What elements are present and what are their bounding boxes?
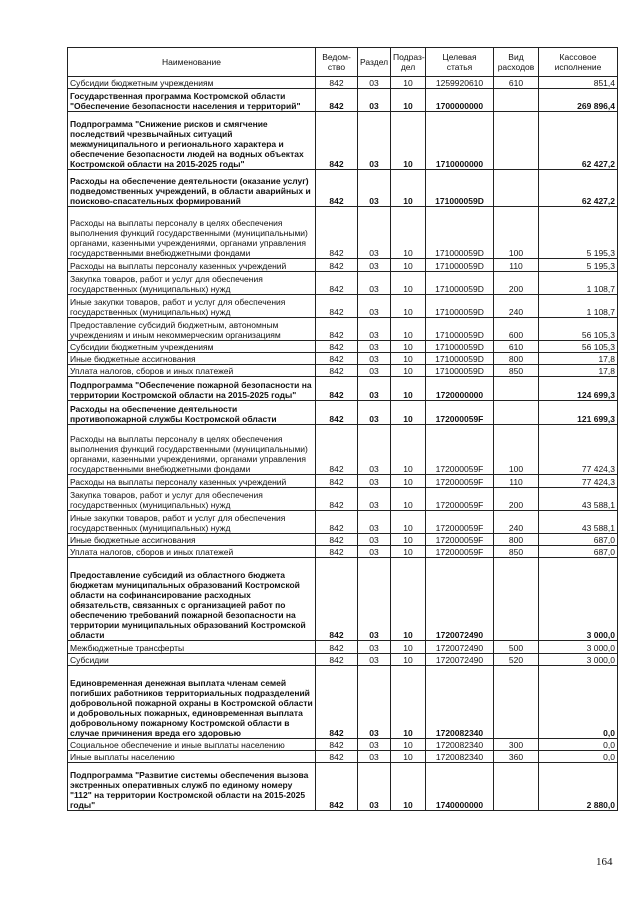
- cell-cash-execution: 0,0: [539, 666, 618, 739]
- budget-table: [67, 47, 618, 811]
- table-row: [68, 89, 618, 112]
- cell-name: Расходы на обеспечение деятельности противопожарной службы Костромской области: [68, 401, 316, 425]
- cell-target-article: 172000059F: [426, 401, 494, 425]
- cell-department: 842: [316, 739, 358, 751]
- cell-department: 842: [316, 365, 358, 377]
- table-row: [68, 488, 618, 511]
- cell-subsection: 10: [391, 763, 426, 811]
- cell-cash-execution: 269 896,4: [539, 89, 618, 112]
- cell-target-article: 172000059F: [426, 534, 494, 546]
- cell-expense-type: 100: [494, 425, 539, 475]
- cell-section: 03: [358, 365, 391, 377]
- table-row: [68, 207, 618, 259]
- cell-target-article: 1720072490: [426, 641, 494, 654]
- header-section: Раздел: [358, 48, 391, 77]
- cell-section: 03: [358, 259, 391, 272]
- cell-department: 842: [316, 511, 358, 534]
- cell-name: Социальное обеспечение и иные выплаты населению: [68, 739, 316, 751]
- cell-section: 03: [358, 89, 391, 112]
- cell-department: 842: [316, 207, 358, 259]
- cell-name: Подпрограмма "Обеспечение пожарной безопасности на территории Костромской области на 2015-2025 годы": [68, 377, 316, 401]
- cell-subsection: 10: [391, 425, 426, 475]
- cell-subsection: 10: [391, 353, 426, 365]
- cell-expense-type: 850: [494, 365, 539, 377]
- table-row: [68, 739, 618, 751]
- cell-department: 842: [316, 475, 358, 488]
- page-number: 164: [596, 856, 613, 868]
- cell-section: 03: [358, 534, 391, 546]
- cell-cash-execution: 2 880,0: [539, 763, 618, 811]
- header-expense-type: Вид расходов: [494, 48, 539, 77]
- cell-target-article: 171000059D: [426, 295, 494, 318]
- cell-cash-execution: 3 000,0: [539, 654, 618, 666]
- cell-department: 842: [316, 666, 358, 739]
- cell-subsection: 10: [391, 341, 426, 353]
- cell-subsection: 10: [391, 207, 426, 259]
- table-row: [68, 272, 618, 295]
- cell-name: Государственная программа Костромской области "Обеспечение безопасности населения и территорий": [68, 89, 316, 112]
- cell-name: Подпрограмма "Развитие системы обеспечения вызова экстренных оперативных служб по единому номеру "112" на территории Костромской области на 2015-2025 годы": [68, 763, 316, 811]
- cell-cash-execution: 3 000,0: [539, 558, 618, 641]
- cell-target-article: 171000059D: [426, 365, 494, 377]
- cell-name: Иные закупки товаров, работ и услуг для обеспечения государственных (муниципальных) нужд: [68, 295, 316, 318]
- cell-cash-execution: 851,4: [539, 77, 618, 89]
- cell-name: Расходы на выплаты персоналу в целях обеспечения выполнения функций государственными (муниципальными) органами, казенными учреждениями, органами управления государственными внебюджетными фондами: [68, 207, 316, 259]
- cell-name: Расходы на обеспечение деятельности (оказание услуг) подведомственных учреждений, в области аварийных и поисково-спасательных формирований: [68, 170, 316, 207]
- cell-cash-execution: 17,8: [539, 365, 618, 377]
- table-row: [68, 641, 618, 654]
- cell-target-article: 171000059D: [426, 353, 494, 365]
- table-row: [68, 295, 618, 318]
- cell-cash-execution: 56 105,3: [539, 318, 618, 341]
- table-row: [68, 654, 618, 666]
- cell-department: 842: [316, 641, 358, 654]
- table-row: [68, 259, 618, 272]
- table-row: [68, 475, 618, 488]
- cell-department: 842: [316, 534, 358, 546]
- table-row: [68, 401, 618, 425]
- cell-section: 03: [358, 112, 391, 170]
- cell-target-article: 1710000000: [426, 112, 494, 170]
- cell-target-article: 171000059D: [426, 341, 494, 353]
- cell-cash-execution: 77 424,3: [539, 475, 618, 488]
- cell-subsection: 10: [391, 295, 426, 318]
- table-row: [68, 112, 618, 170]
- cell-expense-type: 610: [494, 341, 539, 353]
- cell-cash-execution: 1 108,7: [539, 272, 618, 295]
- cell-section: 03: [358, 77, 391, 89]
- cell-expense-type: 110: [494, 259, 539, 272]
- cell-department: 842: [316, 77, 358, 89]
- cell-section: 03: [358, 511, 391, 534]
- cell-target-article: 1720072490: [426, 654, 494, 666]
- cell-target-article: 171000059D: [426, 170, 494, 207]
- cell-section: 03: [358, 170, 391, 207]
- cell-cash-execution: 687,0: [539, 546, 618, 558]
- cell-target-article: 1720072490: [426, 558, 494, 641]
- cell-expense-type: [494, 170, 539, 207]
- cell-expense-type: [494, 377, 539, 401]
- cell-subsection: 10: [391, 558, 426, 641]
- cell-subsection: 10: [391, 401, 426, 425]
- cell-expense-type: 110: [494, 475, 539, 488]
- cell-name: Субсидии бюджетным учреждениям: [68, 77, 316, 89]
- cell-target-article: 1720082340: [426, 751, 494, 763]
- cell-subsection: 10: [391, 654, 426, 666]
- cell-subsection: 10: [391, 89, 426, 112]
- table-row: [68, 377, 618, 401]
- cell-name: Уплата налогов, сборов и иных платежей: [68, 365, 316, 377]
- cell-expense-type: 300: [494, 739, 539, 751]
- cell-department: 842: [316, 341, 358, 353]
- table-row: [68, 546, 618, 558]
- header-cash-execution: Кассовое исполнение: [539, 48, 618, 77]
- cell-name: Расходы на выплаты персоналу казенных учреждений: [68, 475, 316, 488]
- cell-department: 842: [316, 546, 358, 558]
- header-target-article: Целевая статья: [426, 48, 494, 77]
- cell-name: Межбюджетные трансферты: [68, 641, 316, 654]
- header-department: Ведом- ство: [316, 48, 358, 77]
- cell-expense-type: 850: [494, 546, 539, 558]
- cell-department: 842: [316, 377, 358, 401]
- header-name: Наименование: [68, 48, 316, 77]
- cell-department: 842: [316, 295, 358, 318]
- cell-section: 03: [358, 475, 391, 488]
- cell-department: 842: [316, 89, 358, 112]
- cell-target-article: 171000059D: [426, 207, 494, 259]
- cell-target-article: 1740000000: [426, 763, 494, 811]
- table-row: [68, 425, 618, 475]
- table-body: [68, 77, 618, 811]
- table-row: [68, 763, 618, 811]
- cell-expense-type: 100: [494, 207, 539, 259]
- cell-section: 03: [358, 353, 391, 365]
- cell-expense-type: 200: [494, 272, 539, 295]
- cell-section: 03: [358, 763, 391, 811]
- table-row: [68, 511, 618, 534]
- header-subsection: Подраз- дел: [391, 48, 426, 77]
- cell-department: 842: [316, 170, 358, 207]
- cell-name: Субсидии: [68, 654, 316, 666]
- cell-cash-execution: 0,0: [539, 751, 618, 763]
- cell-department: 842: [316, 488, 358, 511]
- cell-department: 842: [316, 318, 358, 341]
- table-row: [68, 318, 618, 341]
- cell-section: 03: [358, 401, 391, 425]
- cell-expense-type: 200: [494, 488, 539, 511]
- cell-name: Иные бюджетные ассигнования: [68, 353, 316, 365]
- cell-name: Субсидии бюджетным учреждениям: [68, 341, 316, 353]
- table-row: [68, 365, 618, 377]
- cell-name: Закупка товаров, работ и услуг для обеспечения государственных (муниципальных) нужд: [68, 272, 316, 295]
- cell-expense-type: 610: [494, 77, 539, 89]
- table-row: [68, 534, 618, 546]
- cell-subsection: 10: [391, 377, 426, 401]
- table-row: [68, 170, 618, 207]
- cell-section: 03: [358, 377, 391, 401]
- cell-department: 842: [316, 401, 358, 425]
- cell-cash-execution: 43 588,1: [539, 488, 618, 511]
- cell-department: 842: [316, 272, 358, 295]
- cell-subsection: 10: [391, 751, 426, 763]
- cell-subsection: 10: [391, 318, 426, 341]
- cell-subsection: 10: [391, 77, 426, 89]
- cell-target-article: 172000059F: [426, 425, 494, 475]
- cell-cash-execution: 1 108,7: [539, 295, 618, 318]
- cell-section: 03: [358, 425, 391, 475]
- cell-section: 03: [358, 488, 391, 511]
- cell-section: 03: [358, 641, 391, 654]
- cell-cash-execution: 56 105,3: [539, 341, 618, 353]
- cell-subsection: 10: [391, 666, 426, 739]
- cell-subsection: 10: [391, 488, 426, 511]
- table-row: [68, 751, 618, 763]
- cell-cash-execution: 687,0: [539, 534, 618, 546]
- cell-department: 842: [316, 353, 358, 365]
- cell-subsection: 10: [391, 365, 426, 377]
- cell-department: 842: [316, 259, 358, 272]
- table-header-row: [68, 48, 618, 77]
- cell-cash-execution: 3 000,0: [539, 641, 618, 654]
- cell-cash-execution: 121 699,3: [539, 401, 618, 425]
- cell-section: 03: [358, 666, 391, 739]
- cell-target-article: 1720082340: [426, 666, 494, 739]
- cell-expense-type: 240: [494, 511, 539, 534]
- cell-target-article: 172000059F: [426, 546, 494, 558]
- cell-section: 03: [358, 558, 391, 641]
- cell-name: Подпрограмма "Снижение рисков и смягчение последствий чрезвычайных ситуаций межмуниципального и регионального характера и обеспечение безопасности людей на водных объектах Костромской области на 2015-2025 годы": [68, 112, 316, 170]
- cell-department: 842: [316, 763, 358, 811]
- cell-expense-type: 800: [494, 353, 539, 365]
- cell-department: 842: [316, 751, 358, 763]
- cell-expense-type: [494, 666, 539, 739]
- cell-target-article: 172000059F: [426, 511, 494, 534]
- table-row: [68, 558, 618, 641]
- table-row: [68, 341, 618, 353]
- cell-expense-type: 500: [494, 641, 539, 654]
- table-row: [68, 353, 618, 365]
- cell-section: 03: [358, 207, 391, 259]
- cell-name: Закупка товаров, работ и услуг для обеспечения государственных (муниципальных) нужд: [68, 488, 316, 511]
- cell-cash-execution: 0,0: [539, 739, 618, 751]
- cell-department: 842: [316, 558, 358, 641]
- cell-expense-type: 240: [494, 295, 539, 318]
- cell-expense-type: [494, 558, 539, 641]
- cell-department: 842: [316, 425, 358, 475]
- cell-cash-execution: 17,8: [539, 353, 618, 365]
- cell-section: 03: [358, 654, 391, 666]
- cell-target-article: 1259920610: [426, 77, 494, 89]
- cell-subsection: 10: [391, 534, 426, 546]
- cell-subsection: 10: [391, 739, 426, 751]
- cell-name: Предоставление субсидий бюджетным, автономным учреждениям и иным некоммерческим организациям: [68, 318, 316, 341]
- cell-name: Предоставление субсидий из областного бюджета бюджетам муниципальных образований Костромской области на софинансирование расходных обязательств, связанных с организацией работ по обеспечению требований пожарной безопасности на территории муниципальных образований Костромской области: [68, 558, 316, 641]
- cell-subsection: 10: [391, 475, 426, 488]
- cell-section: 03: [358, 272, 391, 295]
- cell-target-article: 172000059F: [426, 475, 494, 488]
- cell-subsection: 10: [391, 170, 426, 207]
- cell-expense-type: 800: [494, 534, 539, 546]
- cell-subsection: 10: [391, 272, 426, 295]
- cell-name: Расходы на выплаты персоналу казенных учреждений: [68, 259, 316, 272]
- cell-expense-type: 360: [494, 751, 539, 763]
- cell-expense-type: 600: [494, 318, 539, 341]
- cell-section: 03: [358, 318, 391, 341]
- cell-cash-execution: 62 427,2: [539, 170, 618, 207]
- cell-expense-type: [494, 89, 539, 112]
- cell-cash-execution: 62 427,2: [539, 112, 618, 170]
- cell-department: 842: [316, 654, 358, 666]
- cell-subsection: 10: [391, 511, 426, 534]
- cell-subsection: 10: [391, 259, 426, 272]
- cell-expense-type: [494, 763, 539, 811]
- cell-target-article: 1700000000: [426, 89, 494, 112]
- cell-name: Иные закупки товаров, работ и услуг для обеспечения государственных (муниципальных) нужд: [68, 511, 316, 534]
- cell-name: Единовременная денежная выплата членам семей погибших работников территориальных подразделений добровольной пожарной охраны в Костромской области и добровольных пожарных, единовременная выплата добровольному пожарному Костромской области в случае причинения вреда его здоровью: [68, 666, 316, 739]
- cell-section: 03: [358, 751, 391, 763]
- cell-target-article: 1720082340: [426, 739, 494, 751]
- cell-cash-execution: 124 699,3: [539, 377, 618, 401]
- cell-section: 03: [358, 739, 391, 751]
- table-row: [68, 666, 618, 739]
- cell-subsection: 10: [391, 112, 426, 170]
- cell-target-article: 171000059D: [426, 318, 494, 341]
- cell-expense-type: 520: [494, 654, 539, 666]
- cell-name: Расходы на выплаты персоналу в целях обеспечения выполнения функций государственными (муниципальными) органами, казенными учреждениями, органами управления государственными внебюджетными фондами: [68, 425, 316, 475]
- cell-subsection: 10: [391, 546, 426, 558]
- cell-target-article: 172000059F: [426, 488, 494, 511]
- cell-name: Иные выплаты населению: [68, 751, 316, 763]
- cell-department: 842: [316, 112, 358, 170]
- cell-section: 03: [358, 546, 391, 558]
- cell-expense-type: [494, 401, 539, 425]
- cell-target-article: 1720000000: [426, 377, 494, 401]
- cell-cash-execution: 43 588,1: [539, 511, 618, 534]
- cell-cash-execution: 5 195,3: [539, 259, 618, 272]
- cell-cash-execution: 77 424,3: [539, 425, 618, 475]
- cell-section: 03: [358, 341, 391, 353]
- cell-target-article: 171000059D: [426, 259, 494, 272]
- cell-subsection: 10: [391, 641, 426, 654]
- cell-section: 03: [358, 295, 391, 318]
- cell-expense-type: [494, 112, 539, 170]
- cell-name: Уплата налогов, сборов и иных платежей: [68, 546, 316, 558]
- cell-target-article: 171000059D: [426, 272, 494, 295]
- table-row: [68, 77, 618, 89]
- cell-name: Иные бюджетные ассигнования: [68, 534, 316, 546]
- cell-cash-execution: 5 195,3: [539, 207, 618, 259]
